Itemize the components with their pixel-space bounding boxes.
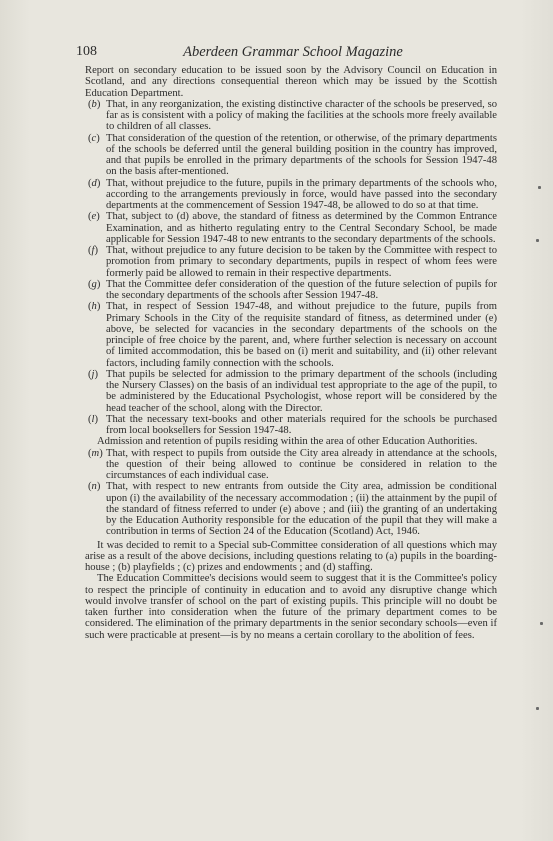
list-item — [85, 178, 497, 212]
list-item — [85, 245, 497, 279]
item-label: (j) — [88, 368, 99, 380]
item-text: That consideration of the question of the retention, or otherwise, of the primary departments of the schools be deferred until the general building position in the country has improved, and that pupils be enrolled in the primary departments of the schools for Session 1947-48 on the basis after-mentioned. — [106, 132, 497, 178]
running-title: Aberdeen Grammar School Magazine — [183, 44, 403, 60]
list-item — [85, 301, 497, 369]
list-item — [85, 481, 497, 537]
item-text: That, in respect of Session 1947-48, and without prejudice to the future, pupils from Primary Schools in the City of the requisite standard of fitness, as determined under (e) above, be selected for vacancies in the secondary departments of the schools on the principle of free choice by the parent, and, where further selection is necessary on account of limited accommodation, this be based on (i) merit and suitability, and (ii) other relevant factors, including family connection with the schools. — [106, 301, 497, 369]
margin-speck — [536, 707, 539, 710]
list-item — [85, 448, 497, 482]
item-label: (n) — [88, 481, 101, 493]
list-item — [85, 279, 497, 302]
list-item — [85, 99, 497, 133]
page-header — [76, 44, 496, 62]
margin-speck — [538, 186, 541, 189]
item-text: That pupils be selected for admission to the primary department of the schools (including the Nursery Classes) on the basis of an individual test appropriate to the age of the pupil, to be administered by the Educational Psychologist, whose report will be considered by the head teacher of the school, along with the Director. — [106, 368, 497, 414]
page-number: 108 — [76, 44, 97, 59]
page-body — [85, 65, 497, 641]
admission-heading: Admission and retention of pupils residing within the area of other Education Authorities. — [97, 436, 478, 448]
item-text: That the necessary text-books and other materials required for the schools be purchased from local booksellers for Session 1947-48. — [106, 413, 497, 436]
item-text: That, without prejudice to any future decision to be taken by the Committee with respect to promotion from primary to secondary departments, pupils in respect of whom fees were formerly paid be allowed to remain in their respective departments. — [106, 245, 497, 279]
remit-paragraph: It was decided to remit to a Special sub-Committee consideration of all questions which may arise as a result of the above decisions, including questions relating to (a) pupils in the boarding-house ; (b) playfields ; (c) prizes and endowments ; and (d) staffing. — [85, 539, 497, 573]
item-text: That, with respect to new entrants from outside the City area, admission be conditional upon (i) the availability of the necessary accommodation ; (ii) the attainment by the pupil of the standard of fitness referred to under (e) above ; and (iii) the granting of an undertaking by the Education Authority responsible for the education of the pupil that they will make a contribution in terms of Section 24 of the Education (Scotland) Act, 1946. — [106, 481, 497, 538]
list-item — [85, 414, 497, 437]
closing-paragraph: The Education Committee's decisions would seem to suggest that it is the Committee's policy to respect the principle of continuity in education and to avoid any disruptive change which would involve transfer of school on the part of existing pupils. This principle will no doubt be taken further into consideration when the future of the primary department comes to be considered. The elimination of the primary departments in the senior secondary schools—even if such were practicable at present—is by no means a certain corollary to the abolition of fees. — [85, 573, 497, 641]
item-text: That, without prejudice to the future, pupils in the primary departments of the schools who, according to the arrangements previously in force, would have passed into the secondary departments at the commencement of Session 1947-48, be allowed to do so at that time. — [106, 177, 497, 211]
item-text: That the Committee defer consideration of the question of the future selection of pupils for the secondary departments of the schools after Session 1947-48. — [106, 278, 497, 301]
opening-continuation: Report on secondary education to be issued soon by the Advisory Council on Education in Scotland, and any directions consequential thereon which may be issued by the Scottish Education Department. — [85, 65, 497, 99]
item-label: (g) — [88, 278, 101, 290]
list-item — [85, 211, 497, 245]
item-label: (m) — [88, 447, 103, 459]
item-text: That, with respect to pupils from outside the City area already in attendance at the schools, the question of their being allowed to continue be considered in relation to the circumstances of each individual case. — [106, 447, 497, 481]
item-label: (b) — [88, 98, 101, 110]
list-item — [85, 369, 497, 414]
item-label: (f) — [88, 245, 99, 256]
list-item — [85, 133, 497, 178]
item-label: (c) — [88, 132, 100, 144]
resolution-list — [85, 99, 497, 437]
item-label: (h) — [88, 301, 101, 313]
margin-speck — [540, 622, 543, 625]
item-label: (e) — [88, 211, 100, 223]
item-text: That, in any reorganization, the existing distinctive character of the schools be preserved, so far as is consistent with a policy of making the facilities at the schools more freely available to children of all classes. — [106, 98, 497, 133]
item-label: (l) — [88, 413, 99, 425]
item-label: (d) — [88, 177, 101, 189]
item-text: That, subject to (d) above, the standard of fitness as determined by the Common Entrance Examination, and as hitherto regulating entry to the Central Secondary School, be made applicable for Session 1947-48 to new entrants to the secondary departments of the schools. — [106, 211, 497, 245]
margin-speck — [536, 239, 539, 242]
admission-list — [85, 448, 497, 538]
